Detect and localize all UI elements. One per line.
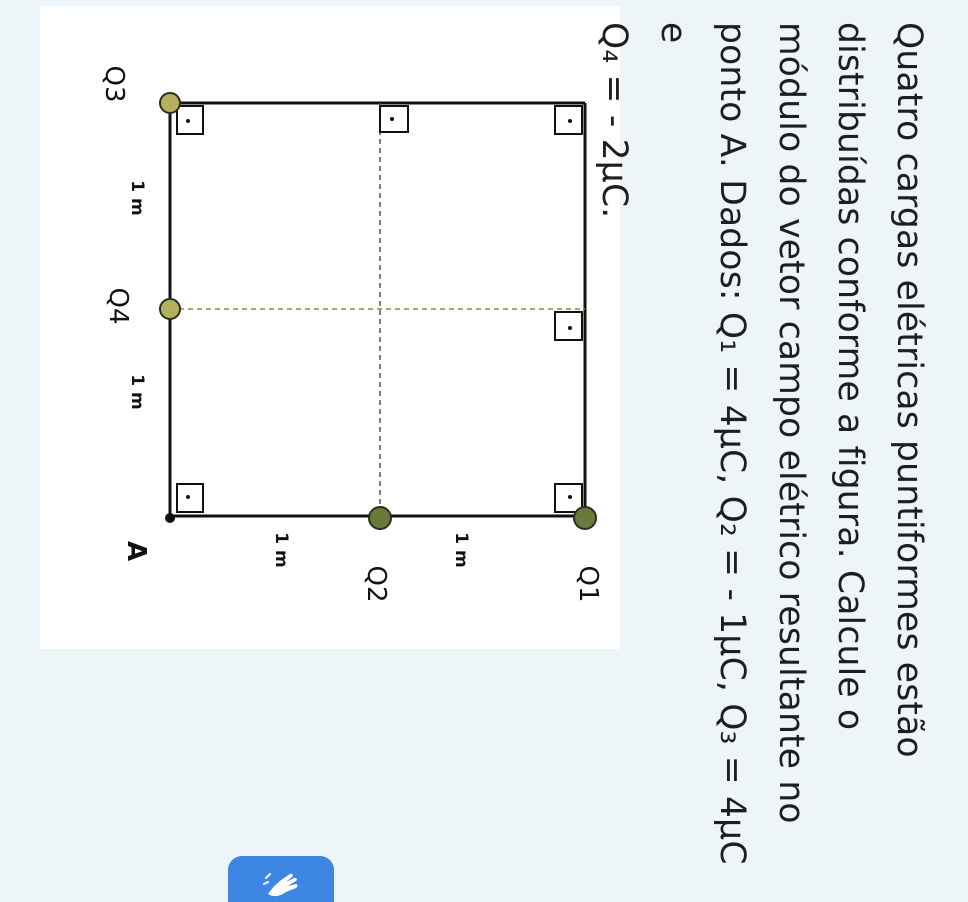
label-dist-a-q2: 1 m bbox=[271, 532, 291, 568]
label-q1: Q1 bbox=[573, 565, 603, 603]
hand-icon bbox=[262, 868, 302, 902]
charge-q4 bbox=[160, 299, 180, 319]
label-q4: Q4 bbox=[103, 287, 133, 325]
label-a: A bbox=[121, 540, 151, 562]
label-q3: Q3 bbox=[99, 65, 129, 103]
point-a bbox=[165, 513, 175, 523]
label-dist-q3-q4: 1 m bbox=[127, 180, 147, 216]
right-angle-dots bbox=[186, 117, 572, 499]
label-dist-q2-q1: 1 m bbox=[451, 532, 471, 568]
question-text: Quatro cargas elétricas puntiformes estão distribuídas conforme a figura. Calcule o módulo do vetor campo elétrico resultante no ponto A. Dados: Q₁ = 4μC, Q₂ = - 1μC, Q₃ = 4μC e Q₄ = - 2μC. bbox=[594, 22, 929, 865]
physics-figure bbox=[40, 6, 620, 649]
charge-q3 bbox=[160, 93, 180, 113]
label-dist-q4-a: 1 m bbox=[127, 374, 147, 410]
help-fab-button[interactable] bbox=[228, 856, 334, 902]
label-q2: Q2 bbox=[361, 565, 391, 603]
charge-q2 bbox=[369, 507, 391, 529]
charge-diagram bbox=[40, 6, 620, 649]
charge-q1 bbox=[574, 507, 596, 529]
